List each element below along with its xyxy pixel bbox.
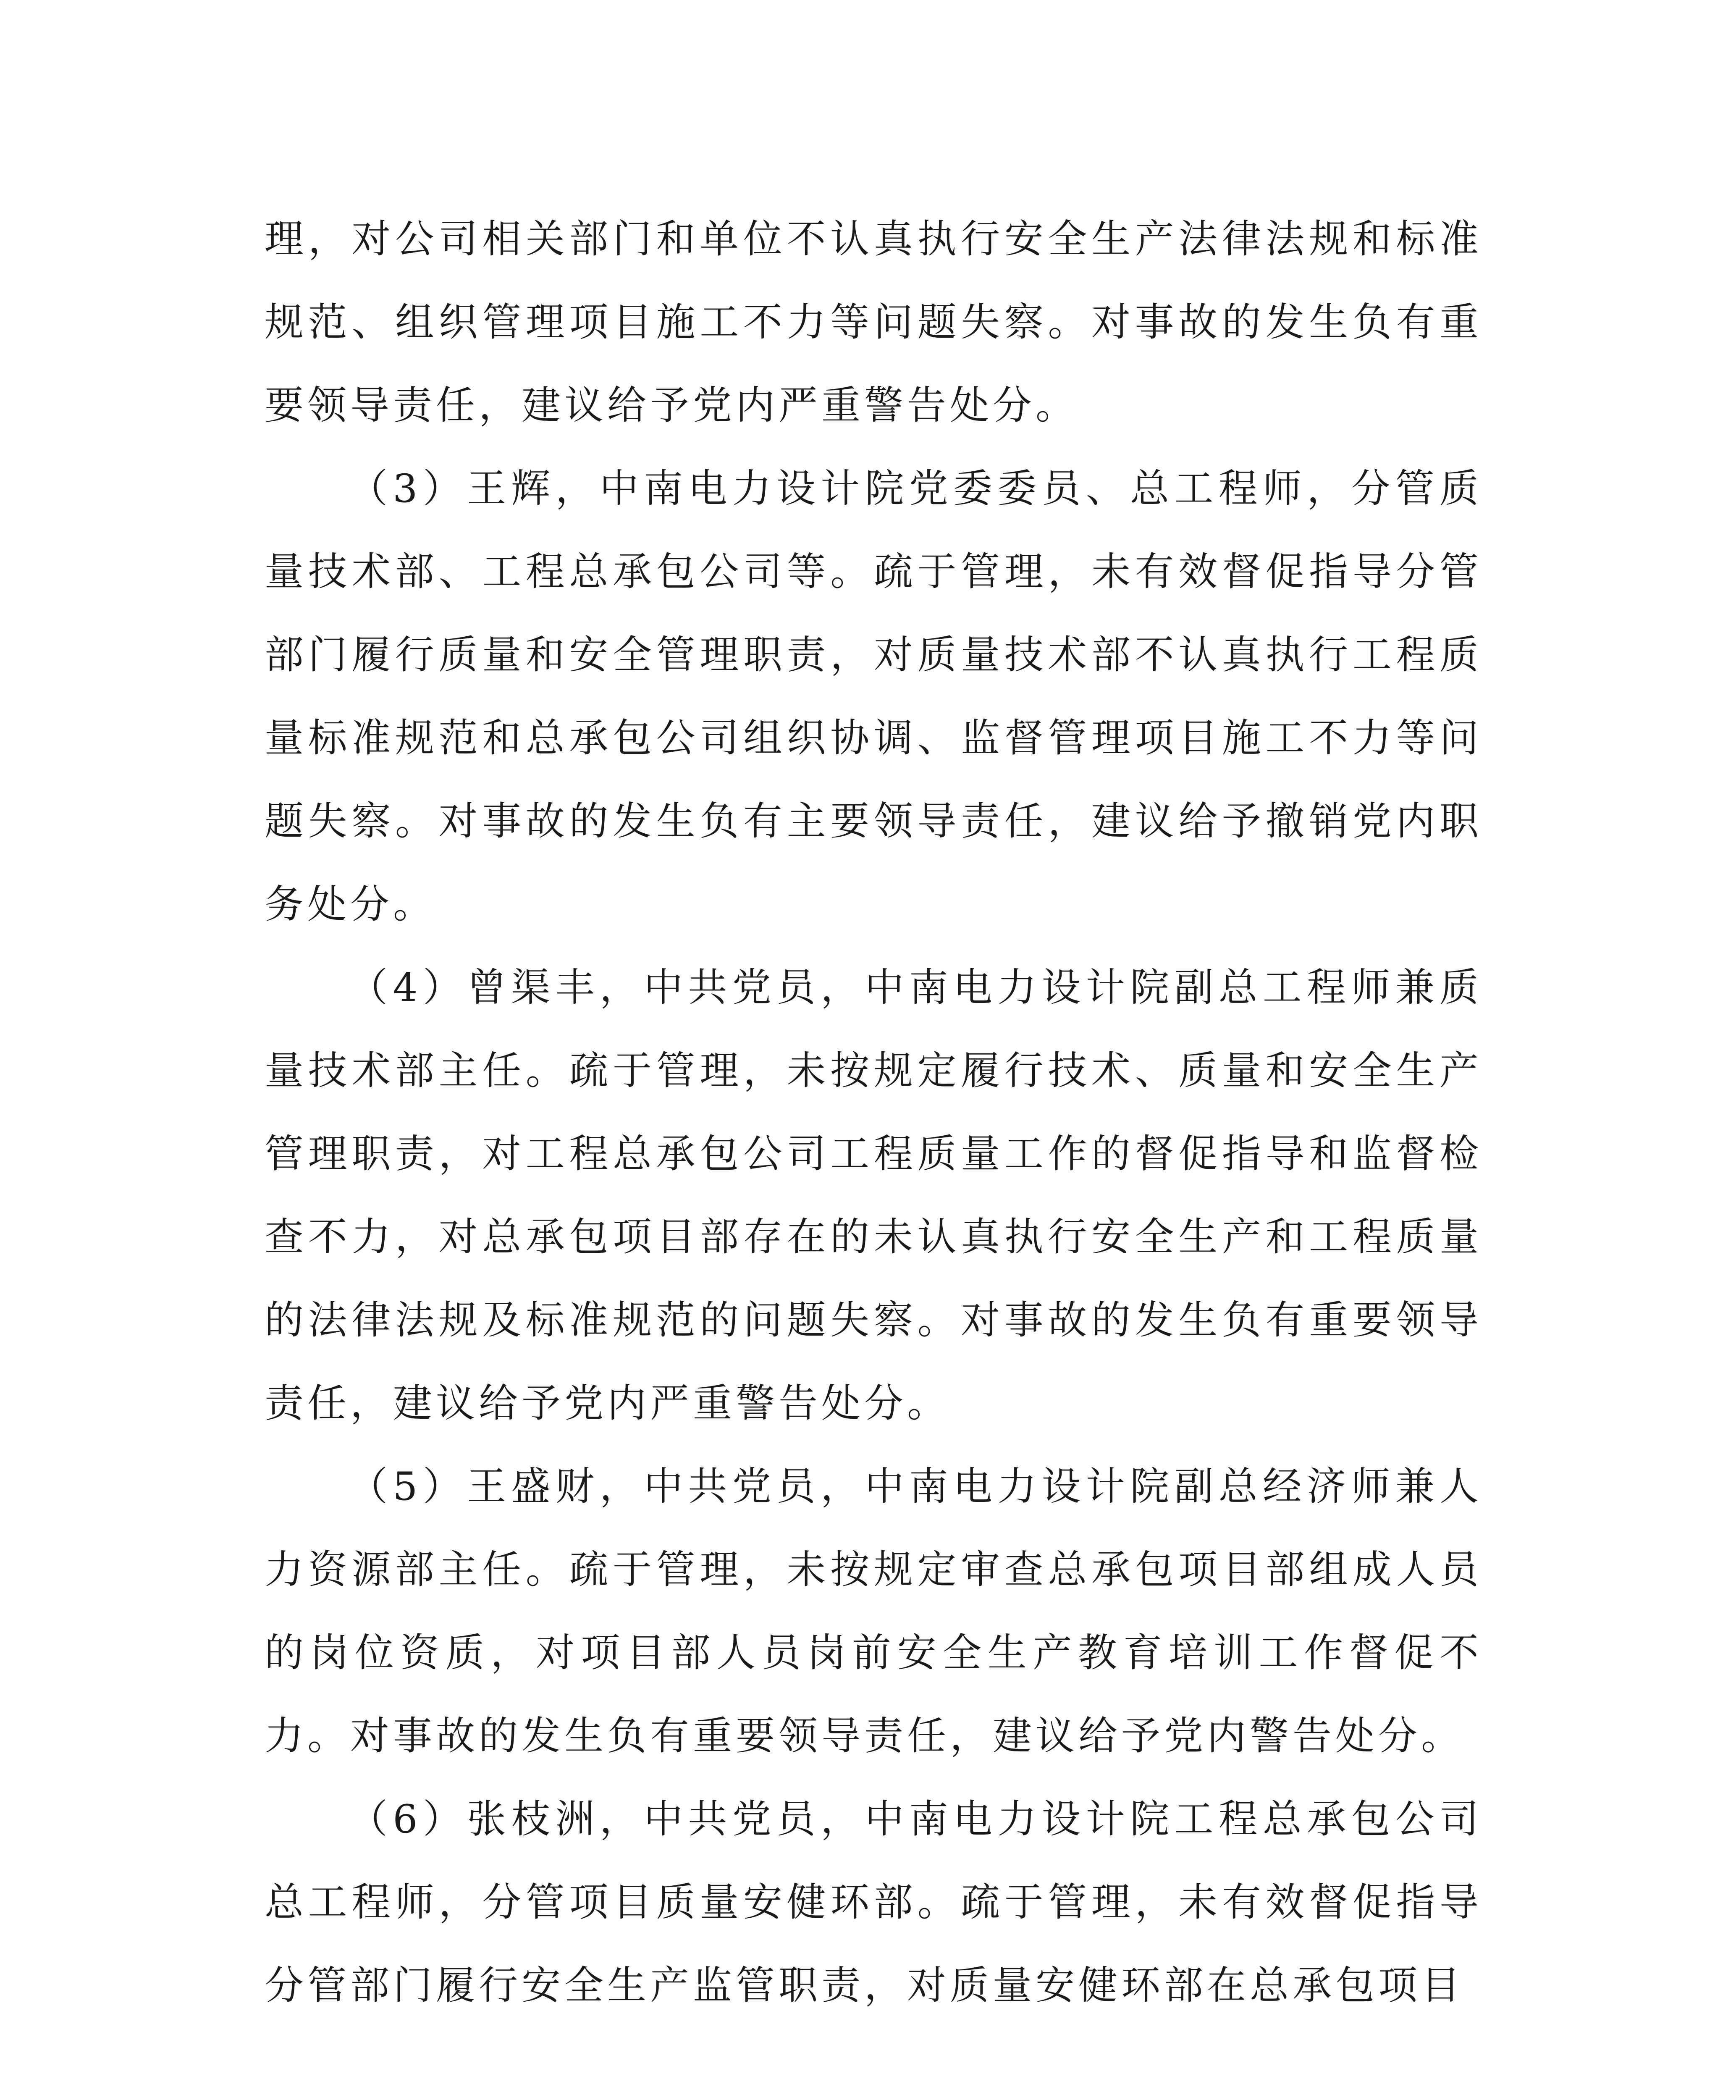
paragraph-continuation: 理，对公司相关部门和单位不认真执行安全生产法律法规和标准规范、组织管理项目施工不力等问题失察。对事故的发生负有重要领导责任，建议给予党内严重警告处分。 bbox=[265, 216, 1482, 428]
document-body bbox=[265, 197, 1482, 2027]
paragraph-item-4: （4）曾渠丰，中共党员，中南电力设计院副总工程师兼质量技术部主任。疏于管理，未按规定履行技术、质量和安全生产管理职责，对工程总承包公司工程质量工作的督促指导和监督检查不力，对总承包项目部存在的未认真执行安全生产和工程质量的法律法规及标准规范的问题失察。对事故的发生负有重要领导责任，建议给予党内严重警告处分。 bbox=[265, 965, 1482, 1426]
paragraph-item-5: （5）王盛财，中共党员，中南电力设计院副总经济师兼人力资源部主任。疏于管理，未按规定审查总承包项目部组成人员的岗位资质，对项目部人员岗前安全生产教育培训工作督促不力。对事故的发生负有重要领导责任，建议给予党内警告处分。 bbox=[265, 1464, 1482, 1759]
paragraph-item-6: （6）张枝洲，中共党员，中南电力设计院工程总承包公司总工程师，分管项目质量安健环部。疏于管理，未有效督促指导分管部门履行安全生产监管职责，对质量安健环部在总承包项目 bbox=[265, 1796, 1482, 2008]
paragraph-item-3: （3）王辉，中南电力设计院党委委员、总工程师，分管质量技术部、工程总承包公司等。疏于管理，未有效督促指导分管部门履行质量和安全管理职责，对质量技术部不认真执行工程质量标准规范和总承包公司组织协调、监督管理项目施工不力等问题失察。对事故的发生负有主要领导责任，建议给予撤销党内职务处分。 bbox=[265, 466, 1482, 927]
